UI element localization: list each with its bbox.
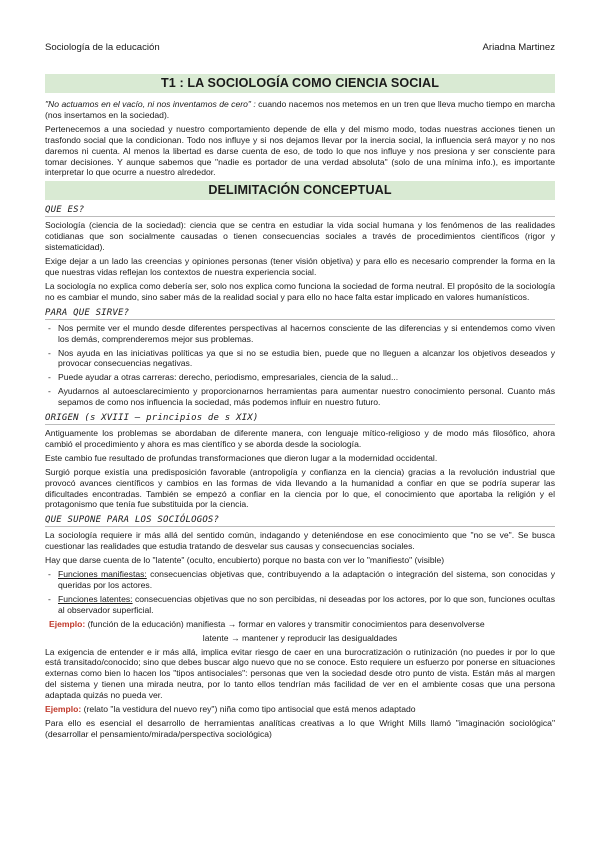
origen-p2: Este cambio fue resultado de profundas transformaciones que dieron lugar a la modernidad occidental. [45,452,438,463]
heading-supone: QUE SUPONE PARA LOS SOCIÓLOGOS? [45,515,555,527]
origen-p1: Antiguamente los problemas se abordaban de diferente manera, con lenguaje mítico-religioso y de modo más filosófico, ahora cambió el procedimiento y ahora es mas científico y se aborda desde la sociología. [45,428,555,449]
funciones-list [45,569,555,616]
example-2: Ejemplo: (relato "la vestidura del nuevo rey") niña como tipo antisocial que está menos adaptado [45,704,416,715]
intro-paragraph [45,99,555,121]
example-1-line-2: latente → mantener y reproducir las desigualdades [202,632,398,643]
list-item: - Funciones manifiestas: consecuencias objetivas que, contribuyendo a la adaptación o integración del sistema, son conocidas y queridas por los actores. [48,569,556,590]
section-banner: DELIMITACIÓN CONCEPTUAL [45,181,555,200]
supone-p1: La sociología requiere ir más allá del sentido común, indagando y deteniéndose en ese conocimiento que "no se ve". Se busca cuestionar las realidades que estudia tratando de desvelar sus causas y consecuencias sociales. [45,530,555,552]
page-header [45,38,555,64]
example-label: Ejemplo: [49,618,86,629]
para-que-list [45,323,555,408]
term-manifiestas: Funciones manifiestas: [58,569,147,580]
header-course: Sociología de la educación [45,42,160,53]
que-es-p3: La sociología no explica como debería ser, solo nos explica como funciona la sociedad de forma neutral. El propósito de la sociología no es cambiar el mundo, sino saber más de la realidad social y para ello no hace falta estar implicado en valores humanísticos. [45,280,555,302]
heading-para-que: PARA QUE SIRVE? [45,308,555,320]
list-item: - Nos ayuda en las iniciativas políticas ya que si no se estudia bien, puede que no lleguen a alcanzar los objetivos deseados y provocar consecuencias negativas. [48,347,555,369]
list-item: - Nos permite ver el mundo desde diferentes perspectivas al hacernos consciente de las diferencias y si entendemos como viven los demás, comprenderemos mejor sus problemas. [48,322,555,344]
example-1: Ejemplo: (función de la educación) manifiesta → formar en valores y transmitir conocimientos para desenvolverse [49,618,485,629]
header-author: Ariadna Martinez [482,42,555,53]
supone-p3: La exigencia de entender e ir más allá, implica evitar riesgo de caer en una burocratización o rutinización (no puedes ir por lo que está transitado/conocido; sino que debes buscar algo nuevo que no se conoce. Esto requiere un esfuerzo por ponerse en situaciones externas como bien lo hacen los "tipos antisociales": personas que ven la sociedad desde otro punto de vista. Están más al margen del sistema y tienen una mirada neutra, por lo tanto ellos tendrían más facilidad de ver en el ambiente cosas que una persona adaptada quizás no pueda ver. [45,646,555,701]
list-item: - Ayudarnos al autoesclarecimiento y proporcionarnos herramientas para aumentar nuestro conocimiento personal. Cuanto más sepamos de como nos influencia la sociedad, más podemos influir en nuestro futuro. [48,386,555,408]
intro-quote: "No actuamos en el vacío, ni nos inventamos de cero" : [45,99,256,109]
supone-p2: Hay que darse cuenta de lo "latente" (oculto, encubierto) porque no basta con ver lo "manifiesto" (visible) [45,555,445,566]
list-item: - Puede ayudar a otras carreras: derecho, periodismo, empresariales, ciencia de la salud... [48,372,399,383]
heading-origen: ORIGEN (s XVIII – principios de s XIX) [45,413,555,425]
que-es-p1: Sociología (ciencia de la sociedad): ciencia que se centra en estudiar la vida social humana y los fenómenos de las realidades cotidianas que son socialmente causadas o tienen consecuencias sociales a través de procedimientos científicos (rigor y sistematicidad). [45,220,555,253]
document-page [45,38,555,743]
title-banner: T1 : LA SOCIOLOGÍA COMO CIENCIA SOCIAL [45,74,555,93]
list-item: - Funciones latentes: consecuencias objetivas que no son percibidas, ni deseadas por los actores, por lo que son, funciones ocultas al observador superficial. [48,593,556,615]
intro-quote-rest: cuando nacemos nos metemos en un tren que lleva mucho tiempo en marcha (nos insertamos en la sociedad). [45,99,555,120]
heading-que-es: QUE ES? [45,205,555,217]
term-latentes: Funciones latentes: [58,593,133,604]
intro-paragraph-2: Pertenecemos a una sociedad y nuestro comportamiento depende de ella y del mismo modo, todas nuestras acciones tienen un trasfondo social que la condicionan. Todo nos influye y si nos dejamos llevar por la inercia social, la influencia será mayor y no nos daremos ni cuenta. Al menos la libertad es darse cuenta de eso, de todo lo que nos influye y nos presiona y ser consciente para tomar decisiones. Y aunque sabemos que "nadie es portador de una verdad absoluta" (solo de una mínima info.), es importante interpretar lo que ocurre a nuestro alrededor. [45,123,555,178]
supone-p4: Para ello es esencial el desarrollo de herramientas analíticas creativas a lo que Wright Mills llamó "imaginación sociológica" (desarrollar el pensamiento/mirada/perspectiva sociológica) [45,717,555,739]
origen-p3: Surgió porque existía una predisposición favorable (antropoligía y confianza en la ciencia) gracias a la revolución industrial que provocó avances científicos y cambios en las formas de vida llevando a la humanidad a confiar en que se podría superar las dificultades encontradas. También se empezó a confiar en la ciencia por lo que, el conocimiento que aportaba la religión y el protagonismo que tenía fue substituida por la ciencia. [45,466,555,510]
que-es-p2: Exige dejar a un lado las creencias y opiniones personas (tener visión objetiva) y para ello es necesario comprender la forma en la que nuestras vidas reflejan los contextos de nuestra experiencia social. [45,256,555,277]
example-label: Ejemplo: [45,704,82,715]
